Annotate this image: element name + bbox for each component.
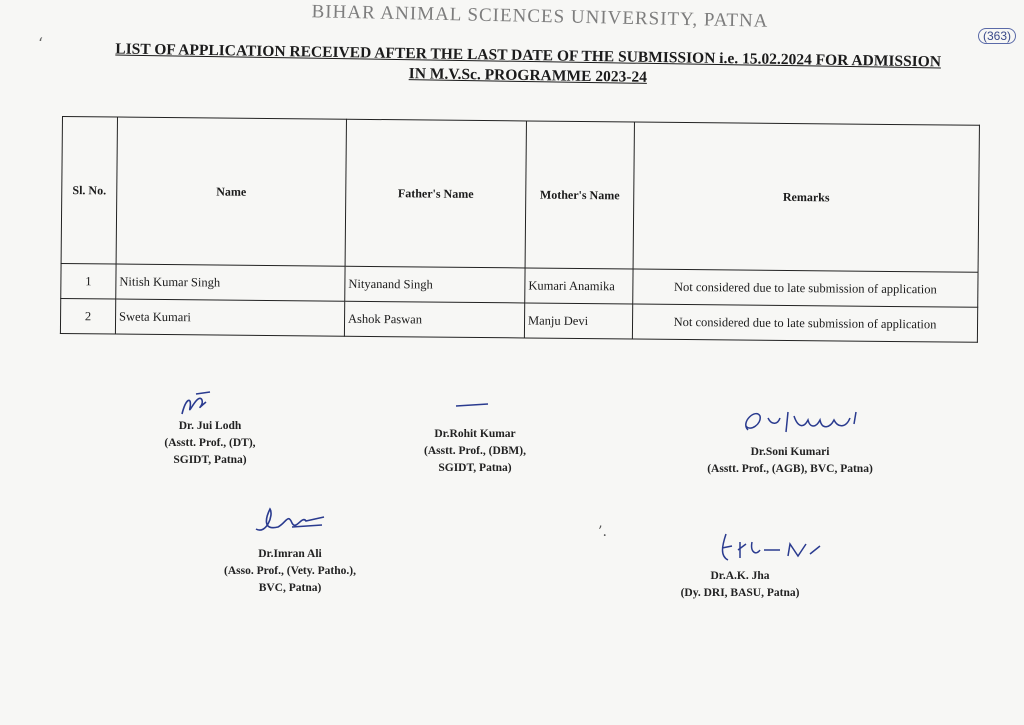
title-line-2: IN M.V.Sc. PROGRAMME 2023-24: [408, 65, 648, 86]
signatory-name: Dr. Jui Lodh: [178, 420, 242, 432]
column-header-sl-no: Sl. No.: [61, 117, 117, 265]
applications-table-wrapper: [60, 116, 980, 357]
signature-ak-jha: [716, 530, 834, 572]
university-letterhead: BIHAR ANIMAL SCIENCES UNIVERSITY, PATNA: [311, 1, 769, 32]
signatory-designation: (Asstt. Prof., (AGB), BVC, Patna): [707, 463, 873, 475]
cell-sl-no: 2: [60, 298, 115, 334]
cell-father-name: Ashok Paswan: [344, 301, 524, 338]
signatory-name: Dr.Imran Ali: [258, 548, 322, 560]
signatory-jui-lodh: [120, 418, 300, 469]
column-header-mother-name: Mother's Name: [525, 121, 634, 269]
cell-name: Nitish Kumar Singh: [116, 264, 345, 301]
document-title: [72, 39, 985, 93]
cell-father-name: Nityanand Singh: [345, 266, 525, 303]
signatory-imran-ali: [190, 546, 390, 597]
signatory-name: Dr.Rohit Kumar: [434, 428, 516, 440]
signature-imran-ali: [252, 505, 328, 539]
column-header-father-name: Father's Name: [345, 119, 526, 268]
signatory-ak-jha: [650, 568, 830, 602]
cell-mother-name: Kumari Anamika: [525, 268, 633, 304]
signatory-affiliation: SGIDT, Patna): [173, 454, 247, 466]
signatory-soni-kumari: [680, 444, 900, 478]
column-header-name: Name: [116, 117, 346, 266]
signatory-affiliation: BVC, Patna): [258, 582, 322, 594]
signatory-affiliation: SGIDT, Patna): [438, 462, 512, 474]
page-number: (363): [978, 28, 1016, 44]
table-header-row: [61, 117, 979, 273]
signature-jui-lodh: [176, 388, 216, 420]
ink-mark: ’.: [598, 524, 607, 540]
cell-remarks: Not considered due to late submission of application: [633, 269, 978, 307]
column-header-remarks: Remarks: [633, 122, 979, 272]
applications-table: [60, 116, 980, 343]
cell-name: Sweta Kumari: [115, 299, 344, 336]
cell-remarks: Not considered due to late submission of application: [632, 304, 977, 342]
title-line-1: LIST OF APPLICATION RECEIVED AFTER THE LAST DATE OF THE SUBMISSION i.e. 15.02.2024 FOR ADMISSION: [115, 40, 942, 71]
table-row: [60, 298, 977, 342]
signatory-designation: (Asso. Prof., (Vety. Patho.),: [224, 565, 356, 577]
signatory-designation: (Dy. DRI, BASU, Patna): [680, 587, 800, 599]
signatory-name: Dr.A.K. Jha: [710, 570, 770, 582]
signatory-designation: (Asstt. Prof., (DBM),: [424, 445, 526, 457]
signatory-designation: (Asstt. Prof., (DT),: [164, 437, 256, 449]
cell-mother-name: Manju Devi: [524, 303, 632, 339]
cell-sl-no: 1: [61, 263, 116, 299]
margin-mark: ‘: [38, 34, 44, 53]
signature-rohit-kumar: [454, 400, 490, 410]
signatory-name: Dr.Soni Kumari: [750, 446, 830, 458]
signatory-rohit-kumar: [380, 426, 570, 477]
signature-soni-kumari: [738, 402, 868, 440]
